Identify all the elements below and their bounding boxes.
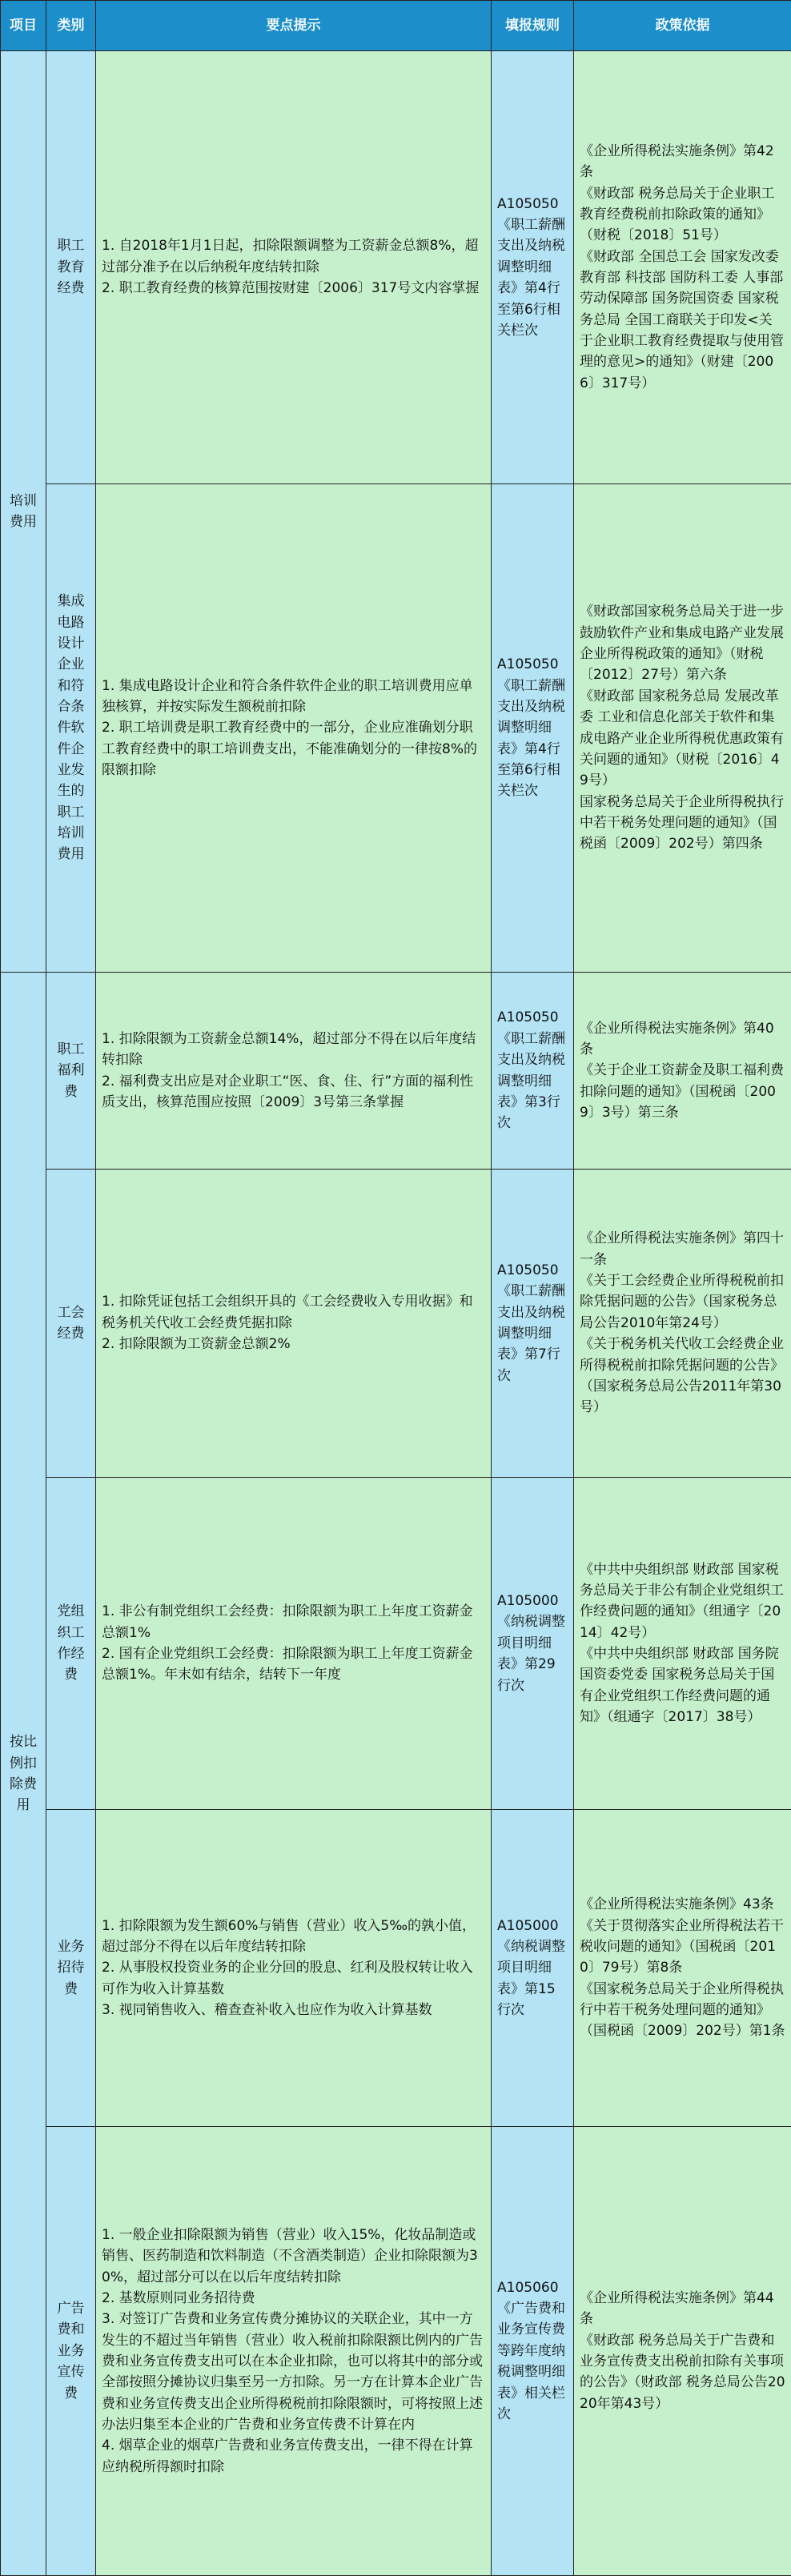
tips-cell (96, 1478, 492, 1810)
basis-cell (574, 51, 791, 484)
tip-line: 2. 基数原则同业务招待费 (102, 2288, 485, 2309)
tip-line: 2. 国有企业党组织工会经费：扣除限额为职工上年度工资薪金总额1%。年末如有结余，结转下一年度 (102, 1643, 485, 1686)
basis-line: 国家税务总局关于企业所得税执行中若干税务处理问题的通知》（国税函〔2009〕202号）第四条 (580, 792, 785, 855)
basis-cell (574, 1810, 791, 2127)
category-cell: 党组织工作经费 (46, 1478, 96, 1810)
basis-line: 《企业所得税法实施条例》第44条 (580, 2288, 785, 2330)
tips-cell (96, 1810, 492, 2127)
basis-cell (574, 484, 791, 973)
header-row (1, 1, 791, 51)
basis-line: 《财政部 全国总工会 国家发改委教育部 科技部 国防科工委 人事部 劳动保障部 国务院国资委 国家税务总局 全国工商联关于印发<关于企业职工教育经费提取与使用管理的意见>的通知》（财建〔2006〕317号） (580, 247, 785, 394)
table-row (1, 2127, 791, 2576)
basis-line: 《关于税务机关代收工会经费企业所得税税前扣除凭据问题的公告》（国家税务总局公告2011年第30号） (580, 1334, 785, 1418)
table-row (1, 1810, 791, 2127)
table-row (1, 1478, 791, 1810)
basis-line: 《关于贯彻落实企业所得税法若干税收问题的通知》（国税函〔2010〕79号）第8条 (580, 1916, 785, 1979)
header-category: 类别 (46, 1, 96, 51)
tip-line: 2. 福利费支出应是对企业职工“医、食、住、行”方面的福利性质支出，核算范围应按照〔2009〕3号第三条掌握 (102, 1071, 485, 1113)
table-row (1, 973, 791, 1170)
basis-line: 《企业所得税法实施条例》43条 (580, 1894, 785, 1915)
tip-line: 1. 扣除限额为工资薪金总额14%，超过部分不得在以后年度结转扣除 (102, 1029, 485, 1071)
tips-cell (96, 1170, 492, 1478)
tip-line: 1. 自2018年1月1日起，扣除限额调整为工资薪金总额8%，超过部分准予在以后纳税年度结转扣除 (102, 235, 485, 278)
tip-line: 1. 非公有制党组织工会经费：扣除限额为职工上年度工资薪金总额1% (102, 1601, 485, 1643)
basis-line: 《财政部 税务总局关于广告费和业务宣传费支出税前扣除有关事项的公告》（财政部 税务总局公告2020年第43号） (580, 2330, 785, 2414)
item-cell: 按比例扣除费用 (1, 973, 46, 2576)
basis-line: 《财政部 税务总局关于企业职工教育经费税前扣除政策的通知》（财税〔2018〕51号） (580, 183, 785, 247)
tips-cell (96, 51, 492, 484)
basis-line: 《财政部国家税务总局关于进一步鼓励软件产业和集成电路产业发展企业所得税政策的通知》（财税〔2012〕27号）第六条 (580, 601, 785, 685)
tip-line: 1. 集成电路设计企业和符合条件软件企业的职工培训费用应单独核算，并按实际发生额税前扣除 (102, 676, 485, 718)
tip-line: 1. 扣除限额为发生额60%与销售（营业）收入5‰的孰小值，超过部分不得在以后年度结转扣除 (102, 1916, 485, 1958)
rule-cell: A105050《职工薪酬支出及纳税调整明细表》第4行至第6行相关栏次 (492, 51, 574, 484)
basis-line: 《中共中央组织部 财政部 国家税务总局关于非公有制企业党组织工作经费问题的通知》（组通字〔2014〕42号） (580, 1559, 785, 1643)
basis-line: 《企业所得税法实施条例》第四十一条 (580, 1228, 785, 1270)
rule-cell: A105050《职工薪酬支出及纳税调整明细表》第7行次 (492, 1170, 574, 1478)
rule-cell: A105000《纳税调整项目明细表》第29行次 (492, 1478, 574, 1810)
basis-line: 《关于工会经费企业所得税税前扣除凭据问题的公告》（国家税务总局公告2010年第24号） (580, 1270, 785, 1334)
basis-line: 《企业所得税法实施条例》第42条 (580, 141, 785, 183)
table-row (1, 51, 791, 484)
rule-cell: A105000《纳税调整项目明细表》第15行次 (492, 1810, 574, 2127)
tip-line: 3. 视同销售收入、稽查查补收入也应作为收入计算基数 (102, 2000, 485, 2020)
basis-cell (574, 1478, 791, 1810)
category-cell: 职工福利费 (46, 973, 96, 1170)
tip-line: 3. 对签订广告费和业务宣传费分摊协议的关联企业，其中一方发生的不超过当年销售（营业）收入税前扣除限额比例内的广告费和业务宣传费支出可以在本企业扣除，也可以将其中的部分或全部按照分摊协议归集至另一方扣除。另一方在计算本企业广告费和业务宣传费支出企业所得税税前扣除限额时，可将按照上述办法归集至本企业的广告费和业务宣传费不计算在内 (102, 2309, 485, 2435)
header-basis: 政策依据 (574, 1, 791, 51)
category-cell: 广告费和业务宣传费 (46, 2127, 96, 2576)
item-cell: 培训费用 (1, 51, 46, 973)
header-item: 项目 (1, 1, 46, 51)
tip-line: 1. 一般企业扣除限额为销售（营业）收入15%，化妆品制造或销售、医药制造和饮料制造（不含酒类制造）企业扣除限额为30%，超过部分可以在以后年度结转扣除 (102, 2225, 485, 2288)
basis-line: 《中共中央组织部 财政部 国务院国资委党委 国家税务总局关于国有企业党组织工作经费问题的通知》（组通字〔2017〕38号） (580, 1643, 785, 1727)
tip-line: 1. 扣除凭证包括工会组织开具的《工会经费收入专用收据》和税务机关代收工会经费凭据扣除 (102, 1291, 485, 1334)
basis-cell (574, 1170, 791, 1478)
basis-cell (574, 2127, 791, 2576)
rule-cell: A105050《职工薪酬支出及纳税调整明细表》第4行至第6行相关栏次 (492, 484, 574, 973)
basis-cell (574, 973, 791, 1170)
category-cell: 业务招待费 (46, 1810, 96, 2127)
tips-cell (96, 973, 492, 1170)
tip-line: 4. 烟草企业的烟草广告费和业务宣传费支出，一律不得在计算应纳税所得额时扣除 (102, 2435, 485, 2478)
tip-line: 2. 职工教育经费的核算范围按财建〔2006〕317号文内容掌握 (102, 278, 485, 299)
basis-line: 《关于企业工资薪金及职工福利费扣除问题的通知》（国税函〔2009〕3号）第三条 (580, 1060, 785, 1123)
tip-line: 2. 扣除限额为工资薪金总额2% (102, 1334, 485, 1354)
category-cell: 职工教育经费 (46, 51, 96, 484)
table-row (1, 484, 791, 973)
category-cell: 集成电路设计企业和符合条件软件企业发生的职工培训费用 (46, 484, 96, 973)
tips-cell (96, 484, 492, 973)
header-tips: 要点提示 (96, 1, 492, 51)
header-rule: 填报规则 (492, 1, 574, 51)
basis-line: 《财政部 国家税务总局 发展改革委 工业和信息化部关于软件和集成电路产业企业所得税优惠政策有关问题的通知》（财税〔2016〕49号） (580, 686, 785, 792)
tips-cell (96, 2127, 492, 2576)
tip-line: 2. 职工培训费是职工教育经费中的一部分，企业应准确划分职工教育经费中的职工培训费支出，不能准确划分的一律按8%的限额扣除 (102, 717, 485, 780)
basis-line: 《企业所得税法实施条例》第40条 (580, 1018, 785, 1061)
category-cell: 工会经费 (46, 1170, 96, 1478)
table-row (1, 1170, 791, 1478)
rule-cell: A105060《广告费和业务宣传费等跨年度纳税调整明细表》相关栏次 (492, 2127, 574, 2576)
rule-cell: A105050《职工薪酬支出及纳税调整明细表》第3行次 (492, 973, 574, 1170)
tip-line: 2. 从事股权投资业务的企业分回的股息、红利及股权转让收入可作为收入计算基数 (102, 1957, 485, 2000)
basis-line: 《国家税务总局关于企业所得税执行中若干税务处理问题的通知》（国税函〔2009〕202号）第1条 (580, 1979, 785, 2042)
